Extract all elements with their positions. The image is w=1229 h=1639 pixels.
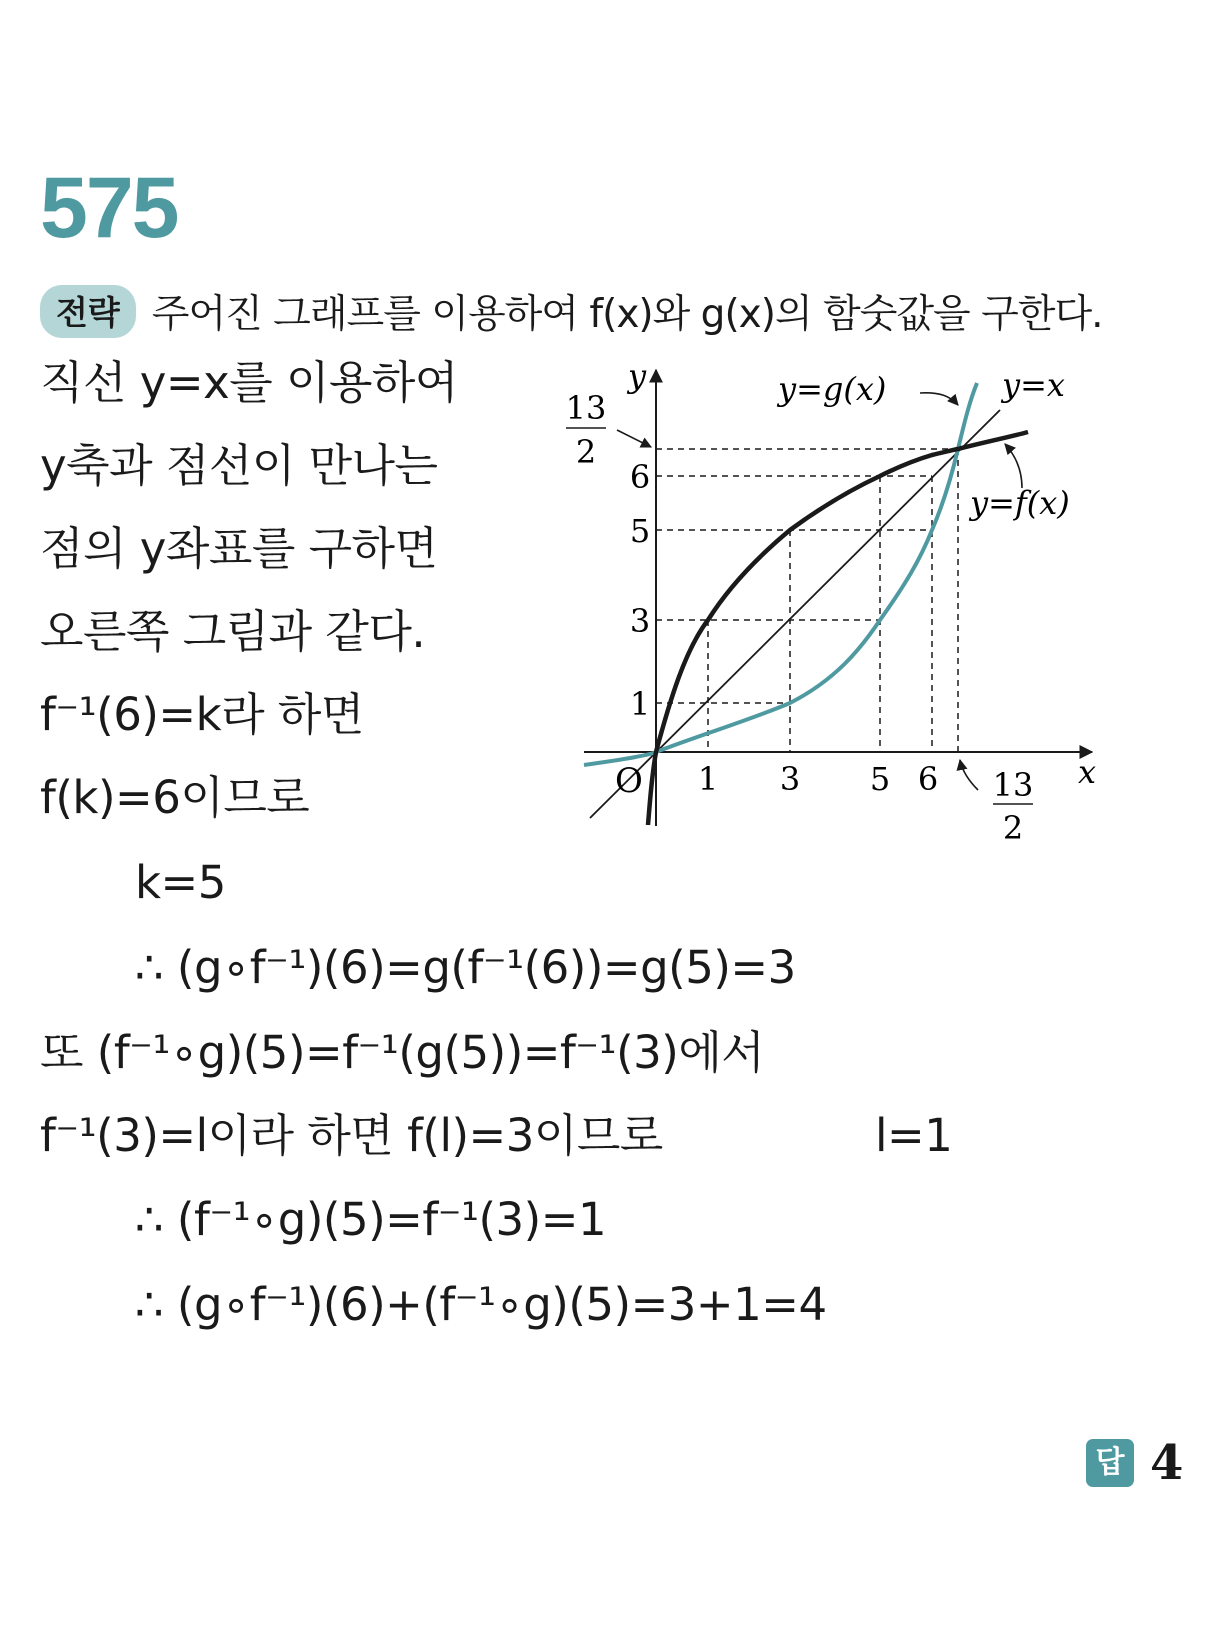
y-frac-denominator: 2 [575,433,597,471]
pointer-f-label [1005,444,1022,488]
label-g: y=g(x) [778,370,887,408]
line-y-equals-x [590,410,1000,818]
problem-number: 575 [40,160,178,256]
step-line-8: ∴ (g∘f⁻¹)(6)+(f⁻¹∘g)(5)=3+1=4 [135,1278,827,1331]
intro-line-3: 점의 y좌표를 구하면 [40,522,438,575]
x-tick-6: 6 [917,760,939,798]
y-frac-numerator: 13 [565,389,607,427]
x-axis-label: x [1078,753,1097,791]
y-tick-1: 1 [629,685,651,723]
answer-value: 4 [1150,1435,1184,1491]
step-line-1: f⁻¹(6)=k라 하면 [40,688,364,741]
x-tick-3: 3 [779,760,801,798]
step-line-5: 또 (f⁻¹∘g)(5)=f⁻¹(g(5))=f⁻¹(3)에서 [40,1026,765,1079]
step-line-2: f(k)=6이므로 [40,771,310,824]
step-line-7: ∴ (f⁻¹∘g)(5)=f⁻¹(3)=1 [135,1193,607,1246]
x-tick-5: 5 [869,760,891,798]
label-f: y=f(x) [970,484,1070,522]
y-tick-3: 3 [629,602,651,640]
pointer-g-label [920,393,958,405]
strategy-text: 주어진 그래프를 이용하여 f(x)와 g(x)의 함숫값을 구한다. [151,292,1103,337]
y-tick-5: 5 [629,512,651,550]
pointer-x-13-2 [960,760,978,790]
x-frac-numerator: 13 [992,766,1034,804]
intro-line-2: y축과 점선이 만나는 [40,439,438,492]
step-line-3: k=5 [135,856,226,909]
pointer-y-13-2 [617,430,651,447]
x-frac-denominator: 2 [1002,809,1024,847]
origin-label: O [615,761,643,801]
label-y-equals-x: y=x [1002,366,1065,404]
step-line-6b: l=1 [875,1109,953,1162]
strategy-badge: 전략 [40,285,136,338]
y-tick-6: 6 [629,458,651,496]
intro-line-1: 직선 y=x를 이용하여 [40,356,458,409]
step-line-4: ∴ (g∘f⁻¹)(6)=g(f⁻¹(6))=g(5)=3 [135,941,796,994]
x-tick-1: 1 [697,760,719,798]
answer-badge: 답 [1086,1439,1134,1487]
intro-line-4: 오른쪽 그림과 같다. [40,605,426,658]
y-axis-label: y [628,357,647,395]
step-line-6a: f⁻¹(3)=l이라 하면 f(l)=3이므로 [40,1109,663,1162]
